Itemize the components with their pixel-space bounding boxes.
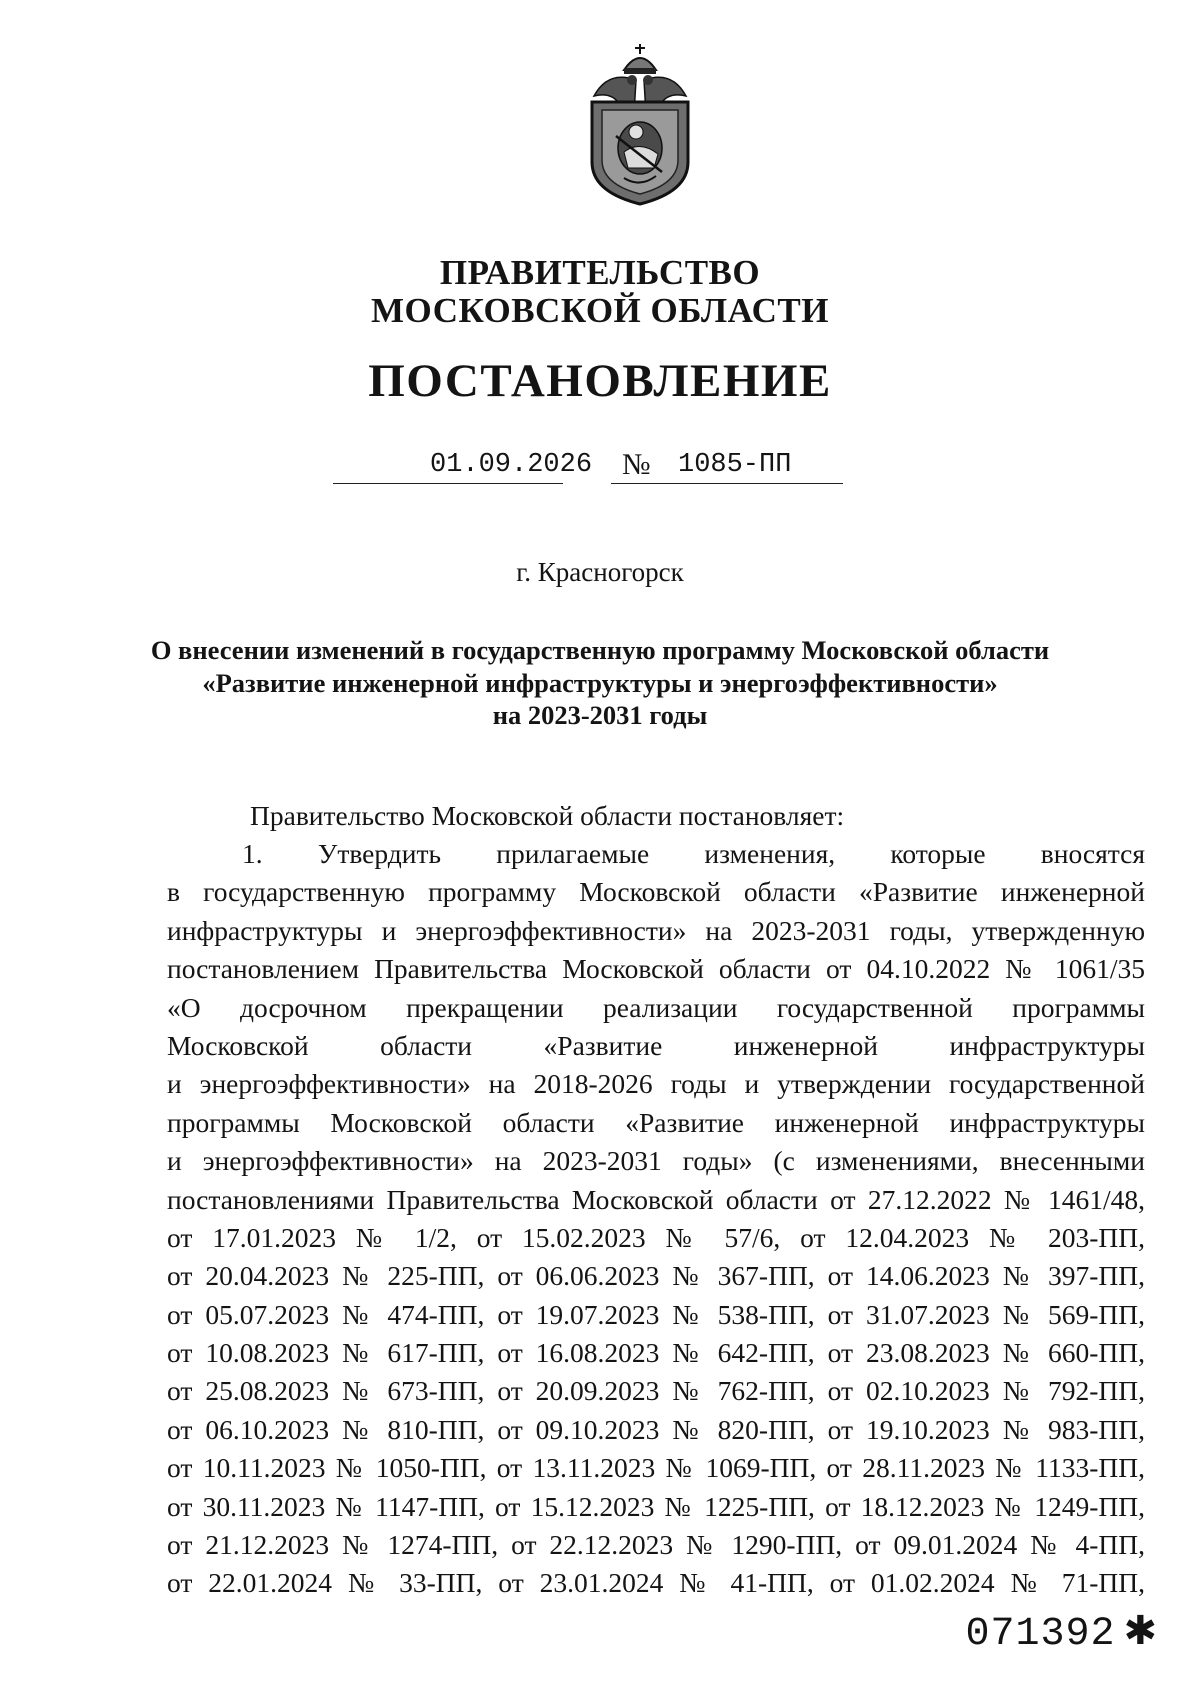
title-line-2: «Развитие инженерной инфраструктуры и энергоэффективности»	[202, 667, 998, 698]
body-line: от 25.08.2023 № 673-ПП, от 20.09.2023 № 762-ПП, от 02.10.2023 № 792-ПП,	[167, 1375, 1145, 1407]
coat-of-arms-icon	[580, 40, 700, 208]
body-line: от 10.08.2023 № 617-ПП, от 16.08.2023 № 642-ПП, от 23.08.2023 № 660-ПП,	[167, 1337, 1145, 1369]
body-line: от 21.12.2023 № 1274-ПП, от 22.12.2023 № 1290-ПП, от 09.01.2024 № 4-ПП,	[167, 1529, 1145, 1561]
body-line: инфраструктуры и энергоэффективности» на 2023-2031 годы, утвержденную	[167, 914, 1145, 946]
serial-number: 071392	[965, 1612, 1116, 1657]
body-line: и энергоэффективности» на 2023-2031 годы» (с изменениями, внесенными	[167, 1145, 1145, 1177]
document-title	[0, 634, 1200, 732]
body-line: Московской области «Развитие инженерной инфраструктуры	[167, 1029, 1145, 1061]
body-line: от 30.11.2023 № 1147-ПП, от 15.12.2023 № 1225-ПП, от 18.12.2023 № 1249-ПП,	[167, 1490, 1145, 1522]
city-of-issue: г. Красногорск	[516, 557, 684, 587]
title-line-3: на 2023-2031 годы	[492, 700, 708, 730]
body-line: от 05.07.2023 № 474-ПП, от 19.07.2023 № 538-ПП, от 31.07.2023 № 569-ПП,	[167, 1298, 1145, 1330]
body-line: от 20.04.2023 № 225-ПП, от 06.06.2023 № 367-ПП, от 14.06.2023 № 397-ПП,	[167, 1260, 1145, 1292]
body-line: в государственную программу Московской области «Развитие инженерной	[167, 876, 1145, 908]
document-type: ПОСТАНОВЛЕНИЕ	[368, 355, 832, 407]
body-line: «О досрочном прекращении реализации государственной программы	[167, 991, 1145, 1023]
date-underline	[333, 483, 563, 484]
number-underline	[611, 483, 843, 484]
body-line: от 06.10.2023 № 810-ПП, от 09.10.2023 № 820-ПП, от 19.10.2023 № 983-ПП,	[167, 1413, 1145, 1445]
asterisk-icon: ✱	[1123, 1608, 1158, 1654]
body-line: 1. Утвердить прилагаемые изменения, которые вносятся	[242, 838, 1145, 869]
authority-line-1: ПРАВИТЕЛЬСТВО	[439, 253, 761, 292]
body-line: постановлениями Правительства Московской области от 27.12.2022 № 1461/48,	[167, 1183, 1145, 1215]
body-line: и энергоэффективности» на 2018-2026 годы и утверждении государственной	[167, 1068, 1145, 1100]
document-number: 1085-ПП	[678, 450, 792, 480]
preamble: Правительство Московской области постановляет:	[250, 800, 845, 831]
body-line: от 17.01.2023 № 1/2, от 15.02.2023 № 57/6, от 12.04.2023 № 203-ПП,	[167, 1221, 1145, 1253]
body-line: постановлением Правительства Московской области от 04.10.2022 № 1061/35	[167, 953, 1145, 985]
body-line: от 10.11.2023 № 1050-ПП, от 13.11.2023 № 1069-ПП, от 28.11.2023 № 1133-ПП,	[167, 1452, 1145, 1484]
body-line: от 22.01.2024 № 33-ПП, от 23.01.2024 № 41-ПП, от 01.02.2024 № 71-ПП,	[167, 1567, 1145, 1599]
form-serial-number	[965, 1608, 1158, 1657]
body-line: программы Московской области «Развитие инженерной инфраструктуры	[167, 1106, 1145, 1138]
document-body	[167, 835, 1145, 1603]
authority-line-2: МОСКОВСКОЙ ОБЛАСТИ	[371, 291, 829, 330]
title-line-1: О внесении изменений в государственную программу Московской области	[150, 635, 1050, 665]
registration-block	[0, 446, 1200, 486]
number-sign: №	[622, 448, 651, 481]
document-date: 01.09.2026	[430, 450, 593, 480]
issuing-authority	[0, 254, 1200, 330]
